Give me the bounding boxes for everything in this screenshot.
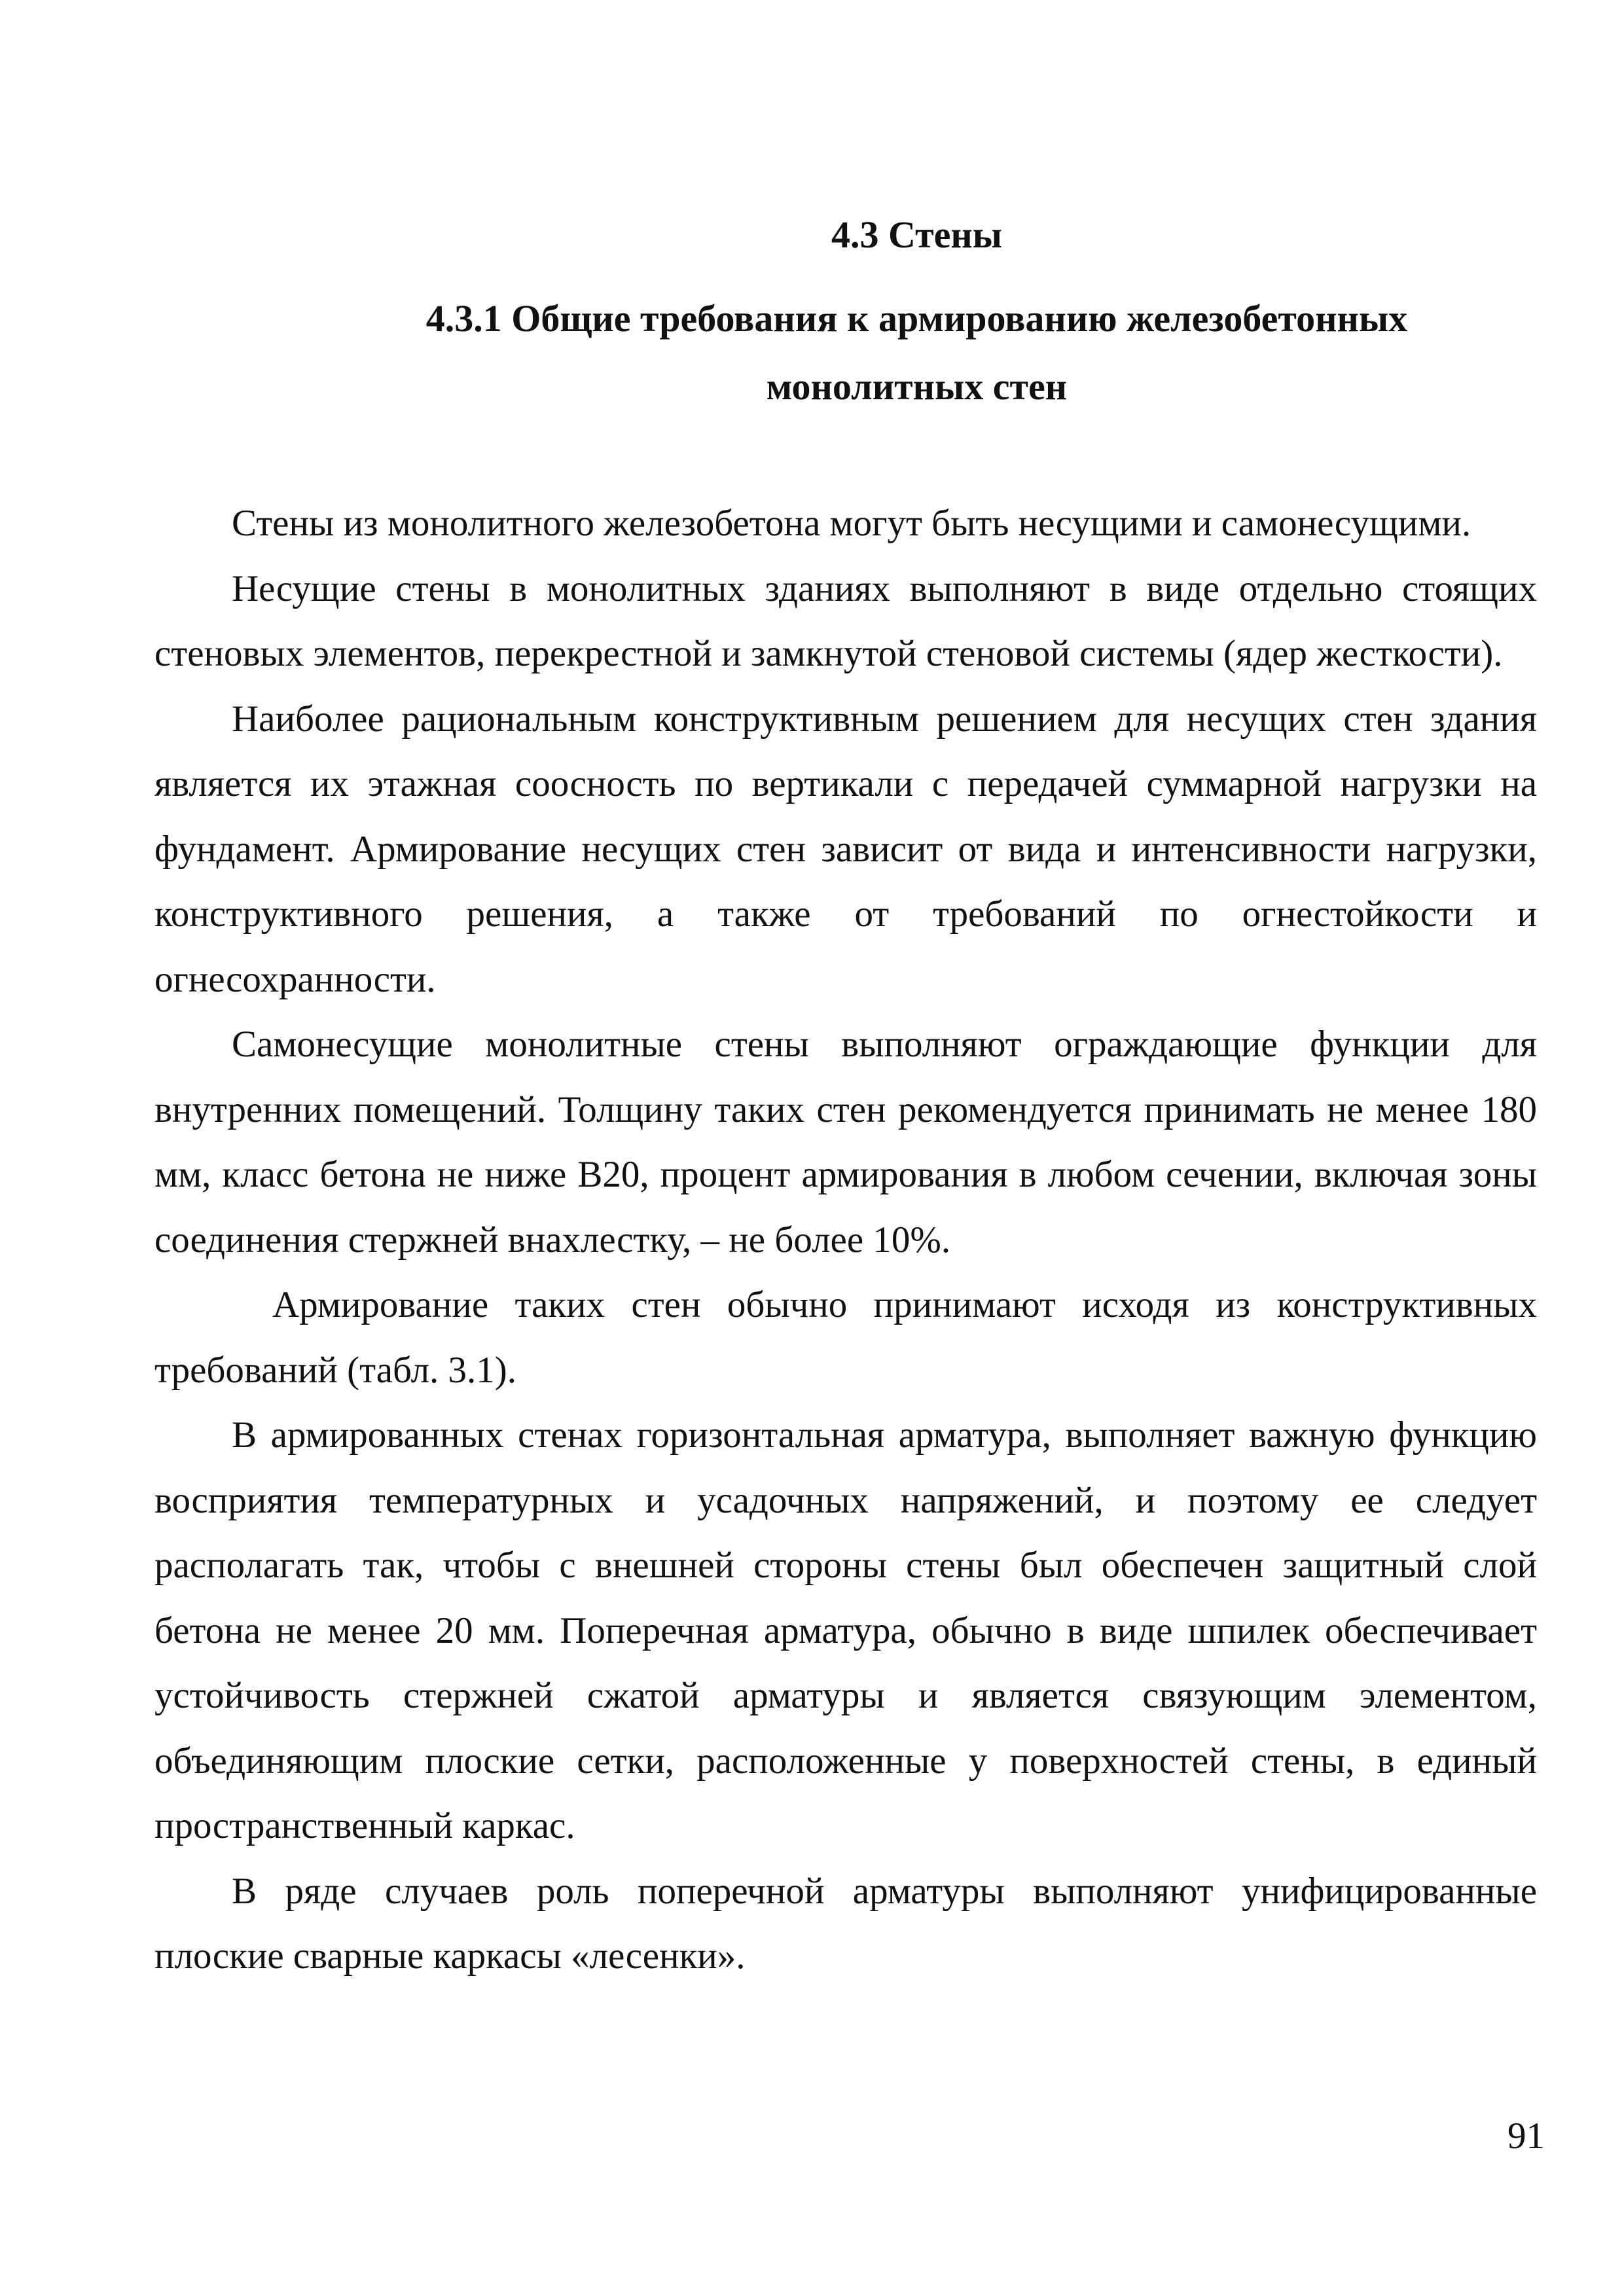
section-title: 4.3 Стены <box>831 213 1003 256</box>
subsection-title-line-2: монолитных стен <box>766 365 1068 408</box>
paragraph: Самонесущие монолитные стены выполняют ограждающие функции для внутренних помещений. Толщину таких стен рекомендуется принимать не менее 180 мм, класс бетона не ниже В20, процент армирования в любом сечении, включая зоны соединения стержней внахлестку, – не более 10%. <box>154 1024 1537 1261</box>
page-number: 91 <box>1507 2115 1545 2157</box>
subsection-title-line-1: 4.3.1 Общие требования к армированию железобетонных <box>425 297 1408 340</box>
paragraph: Армирование таких стен обычно принимают исходя из конструктивных требований (табл. 3.1). <box>154 1284 1537 1391</box>
body-text <box>154 491 1537 1989</box>
paragraph: В армированных стенах горизонтальная арматура, выполняет важную функцию восприятия температурных и усадочных напряжений, и поэтому ее следует располагать так, чтобы с внешней стороны стены был обеспечен защитный слой бетона не менее 20 мм. Поперечная арматура, обычно в виде шпилек обеспечивает устойчивость стержней сжатой арматуры и является связующим элементом, объединяющим плоские сетки, расположенные у поверхностей стены, в единый пространственный каркас. <box>154 1414 1537 1846</box>
paragraph: Стены из монолитного железобетона могут быть несущими и самонесущими. <box>232 503 1471 544</box>
paragraph: В ряде случаев роль поперечной арматуры выполняют унифицированные плоские сварные каркасы «лесенки». <box>154 1870 1537 1977</box>
paragraph: Несущие стены в монолитных зданиях выполняют в виде отдельно стоящих стеновых элементов, перекрестной и замкнутой стеновой системы (ядер жесткости). <box>154 567 1537 674</box>
paragraph: Наиболее рациональным конструктивным решением для несущих стен здания является их этажная соосность по вертикали с передачей суммарной нагрузки на фундамент. Армирование несущих стен зависит от вида и интенсивности нагрузки, конструктивного решения, а также от требований по огнестойкости и огнесохранности. <box>154 698 1537 1000</box>
